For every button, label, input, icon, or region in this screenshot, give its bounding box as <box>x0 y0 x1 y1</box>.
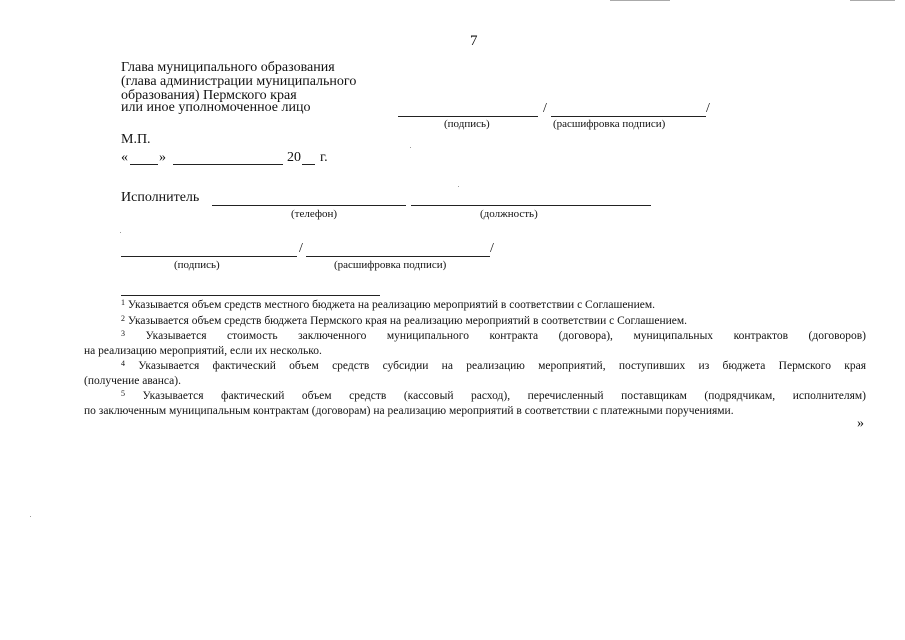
executor-phone-line <box>212 205 406 206</box>
footnote-3 <box>121 330 866 343</box>
head-signature-line <box>398 116 538 117</box>
stamp-label: М.П. <box>121 132 151 147</box>
scan-speck <box>410 147 411 148</box>
head-title-line: Глава муниципального образования <box>121 60 335 75</box>
executor-decoding-caption: (расшифровка подписи) <box>334 259 447 271</box>
date-open-quote: « <box>121 150 128 165</box>
closing-quote: » <box>857 416 864 431</box>
footnote-text: Указывается объем средств бюджета Пермского края на реализацию мероприятий в соответствии с Соглашением. <box>127 315 688 327</box>
scan-speck <box>120 232 121 233</box>
head-title-line: (глава администрации муниципального <box>121 74 357 89</box>
footnote-5 <box>121 390 866 403</box>
scan-speck <box>458 186 459 187</box>
executor-signature-caption: (подпись) <box>174 259 220 271</box>
footnote-4-continuation: (получение аванса). <box>84 375 181 387</box>
footnote-number: 2 <box>121 314 125 323</box>
head-title-line: образования) Пермского края <box>121 88 297 103</box>
top-edge-mark <box>850 0 895 1</box>
executor-phone-caption: (телефон) <box>291 208 338 220</box>
executor-position-line <box>411 205 651 206</box>
footnote-1 <box>121 299 655 312</box>
executor-slash: / <box>299 241 303 256</box>
executor-decoding-line <box>306 256 490 257</box>
footnote-3-continuation: на реализацию мероприятий, если их несколько. <box>84 345 322 357</box>
head-slash: / <box>706 101 710 116</box>
top-edge-mark <box>610 0 670 1</box>
footnote-4 <box>121 360 866 373</box>
date-year-prefix: 20 <box>287 150 301 165</box>
date-year-suffix: г. <box>320 150 328 165</box>
head-title-line: или иное уполномоченное лицо <box>121 100 311 115</box>
date-year-line <box>302 164 315 165</box>
footnote-number: 4 <box>121 359 125 368</box>
head-decoding-caption: (расшифровка подписи) <box>553 118 666 130</box>
page-number: 7 <box>470 33 478 49</box>
scan-speck <box>30 516 31 517</box>
footnote-text: Указывается стоимость заключенного муниципального контракта (договора), муниципальных контрактов (договоров) <box>145 330 866 342</box>
executor-slash: / <box>490 241 494 256</box>
footnote-number: 3 <box>121 329 125 338</box>
footnote-5-continuation: по заключенным муниципальным контрактам (договорам) на реализацию мероприятий в соответствии с платежными поручениями. <box>84 405 734 417</box>
footnote-number: 5 <box>121 389 125 398</box>
date-day-line <box>130 164 158 165</box>
footnote-text: Указывается фактический объем средств субсидии на реализацию мероприятий, поступивших из бюджета Пермского края <box>138 360 866 372</box>
footnote-text: Указывается фактический объем средств (кассовый расход), перечисленный поставщикам (подрядчикам, исполнителям) <box>142 390 867 402</box>
date-month-line <box>173 164 283 165</box>
executor-position-caption: (должность) <box>480 208 538 220</box>
footnote-number: 1 <box>121 298 125 307</box>
executor-label: Исполнитель <box>121 190 200 205</box>
date-close-quote: » <box>159 150 166 165</box>
head-signature-caption: (подпись) <box>444 118 490 130</box>
executor-signature-line <box>121 256 297 257</box>
footnote-separator <box>121 295 380 296</box>
footnote-2 <box>121 315 687 328</box>
head-decoding-line <box>551 116 706 117</box>
footnote-text: Указывается объем средств местного бюджета на реализацию мероприятий в соответствии с Соглашением. <box>127 299 655 311</box>
head-slash: / <box>543 101 547 116</box>
